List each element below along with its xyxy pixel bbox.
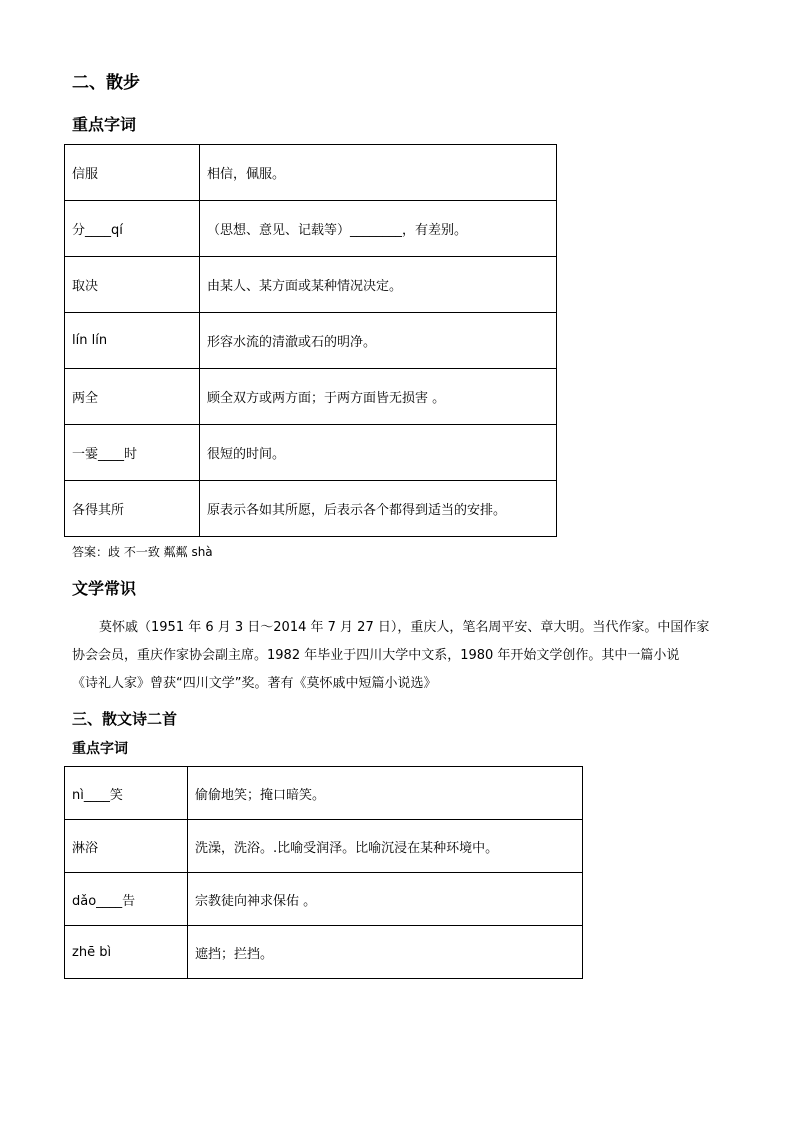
literature-heading: 文学常识 — [72, 579, 137, 598]
table-row — [65, 481, 557, 537]
table-row — [65, 145, 557, 201]
vocab-term: 信服 — [65, 145, 200, 201]
vocab-term: zhē bì — [65, 926, 188, 979]
paragraph-line: 《诗礼人家》曾获“四川文学”奖。著有《莫怀戚中短篇小说选》 — [72, 676, 437, 691]
vocab-term: 一霎____时 — [65, 425, 200, 481]
table-row — [65, 201, 557, 257]
vocab-definition: 原表示各如其所愿，后表示各个都得到适当的安排。 — [200, 481, 557, 537]
table-row — [65, 873, 583, 926]
vocab-term: 淋浴 — [65, 820, 188, 873]
vocab-definition: 偷偷地笑；掩口暗笑。 — [188, 767, 583, 820]
paragraph-line: 协会会员，重庆作家协会副主席。1982 年毕业于四川大学中文系，1980 年开始文学创作。其中一篇小说 — [72, 648, 680, 663]
vocab-definition: 形容水流的清澈或石的明净。 — [200, 313, 557, 369]
vocab-term: lín lín — [65, 313, 200, 369]
vocab-definition: 由某人、某方面或某种情况决定。 — [200, 257, 557, 313]
vocab-term: 各得其所 — [65, 481, 200, 537]
paragraph-line: 莫怀戚（1951 年 6 月 3 日～2014 年 7 月 27 日），重庆人，笔名周平安、章大明。当代作家。中国作家 — [99, 620, 710, 635]
vocab-term: 取决 — [65, 257, 200, 313]
table-row — [65, 820, 583, 873]
table-row — [65, 926, 583, 979]
vocab-table-1 — [64, 144, 557, 537]
table-row — [65, 369, 557, 425]
section-heading-prose-poems: 三、散文诗二首 — [72, 710, 178, 728]
vocab-term: dǎo____告 — [65, 873, 188, 926]
vocab-definition: 顾全双方或两方面；于两方面皆无损害 。 — [200, 369, 557, 425]
vocab-definition: 遮挡；拦挡。 — [188, 926, 583, 979]
vocab-definition: 洗澡，洗浴。.比喻受润泽。比喻沉浸在某种环境中。 — [188, 820, 583, 873]
vocab-definition: 相信，佩服。 — [200, 145, 557, 201]
vocab-definition: 宗教徒向神求保佑 。 — [188, 873, 583, 926]
table-row — [65, 425, 557, 481]
vocab-term: nì____笑 — [65, 767, 188, 820]
vocab-heading-2: 重点字词 — [72, 741, 128, 757]
vocab-heading-1: 重点字词 — [72, 115, 137, 134]
vocab-table-2 — [64, 766, 583, 979]
table-row — [65, 257, 557, 313]
table-row — [65, 767, 583, 820]
section-heading-sanbu: 二、散步 — [72, 73, 140, 93]
table-row — [65, 313, 557, 369]
vocab-definition: 很短的时间。 — [200, 425, 557, 481]
vocab-term: 分____qí — [65, 201, 200, 257]
answer-line: 答案：歧 不一致 粼粼 shà — [72, 545, 213, 559]
vocab-term: 两全 — [65, 369, 200, 425]
vocab-definition: （思想、意见、记载等）________，有差别。 — [200, 201, 557, 257]
literature-paragraph — [72, 614, 728, 698]
